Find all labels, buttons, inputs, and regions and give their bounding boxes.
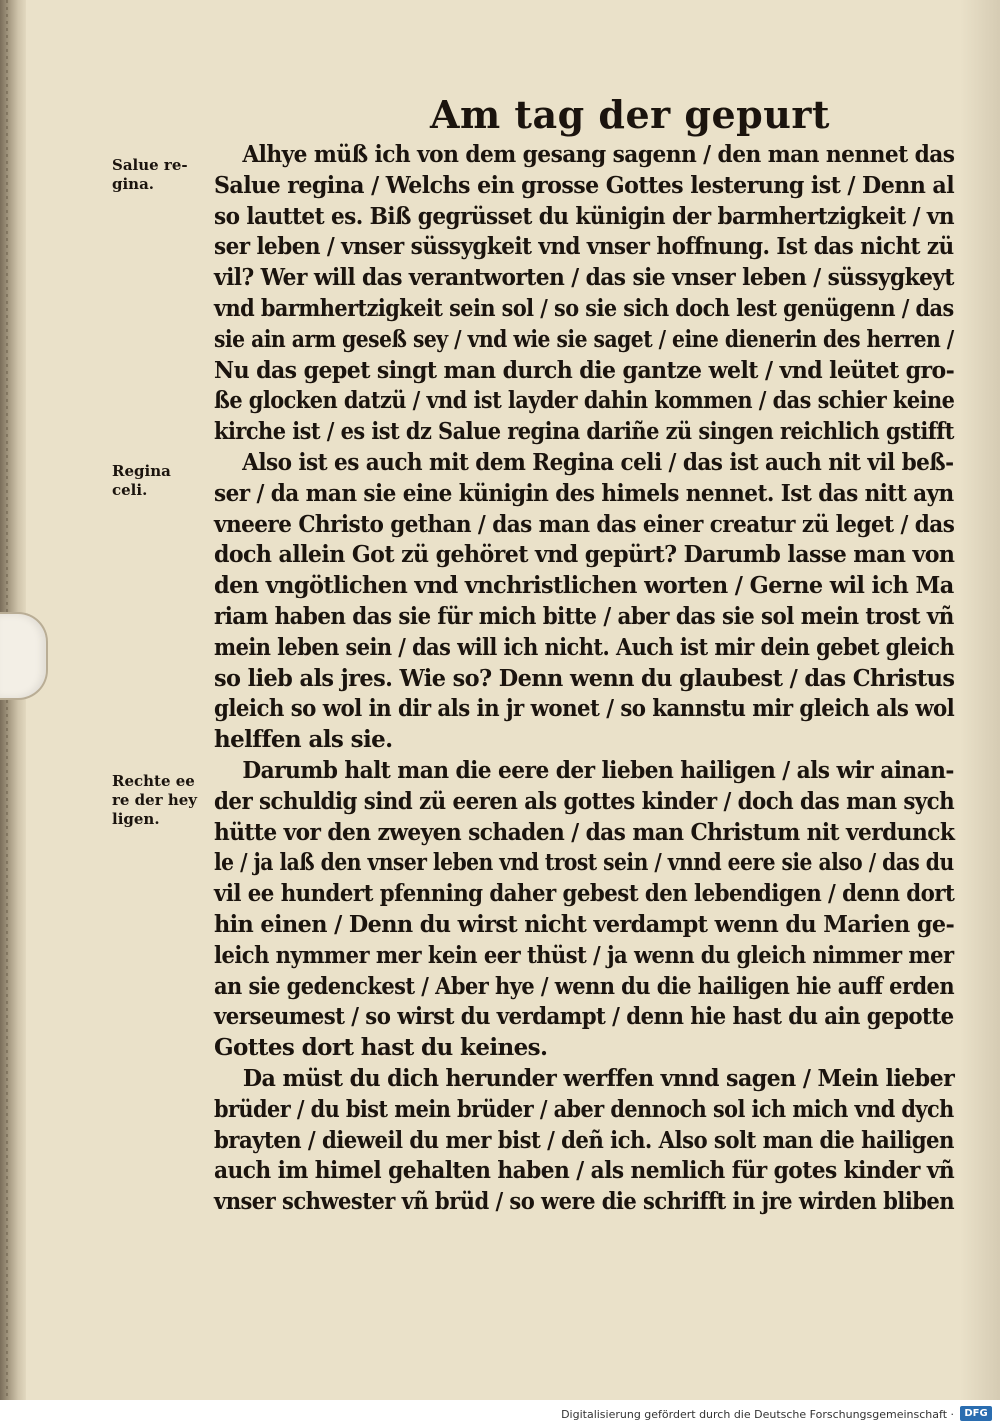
text-line: hütte vor den zweyen schaden / das man Christum nit verdunck <box>214 818 955 846</box>
body-text <box>214 140 954 1218</box>
marginal-line: gina. <box>112 175 155 193</box>
text-line: auch im himel gehalten haben / als nemlich für gotes kinder vñ <box>214 1157 955 1185</box>
text-line: den vngötlichen vnd vnchristlichen worten / Gerne wil ich Ma <box>214 572 954 600</box>
marginal-line: re der hey <box>112 791 197 809</box>
footer-bar <box>0 1400 1000 1428</box>
marginal-note-salve-regina <box>112 156 208 194</box>
marginal-line: celi. <box>112 481 148 499</box>
marginal-line: Salue re- <box>112 156 188 174</box>
text-line: verseumest / so wirst du verdampt / denn hie hast du ain gepotte <box>214 1003 954 1031</box>
text-line: Nu das gepet singt man durch die gantze welt / vnd leütet gro- <box>214 356 955 384</box>
marginal-line: Rechte ee <box>112 772 195 790</box>
running-header: Am tag der gepurt <box>430 92 830 137</box>
text-line: Also ist es auch mit dem Regina celi / das ist auch nit vil beß- <box>242 448 954 476</box>
text-line: doch allein Got zü gehöret vnd gepürt? Darumb lasse man von <box>214 541 955 569</box>
text-line: ße glocken datzü / vnd ist layder dahin kommen / das schier keine <box>214 387 955 415</box>
marginal-note-regina-celi <box>112 462 208 500</box>
text-line: der schuldig sind zü eeren als gottes kinder / doch das man sych <box>214 787 955 815</box>
text-line: so lauttet es. Biß gegrüsset du künigin der barmhertzigkeit / vn <box>214 202 954 230</box>
marginal-line: Regina <box>112 462 171 480</box>
text-line: brayten / dieweil du mer bist / deñ ich. Also solt man die hailigen <box>214 1126 954 1154</box>
text-line: vil ee hundert pfenning daher gebest den lebendigen / denn dort <box>214 880 955 908</box>
text-line: ser / da man sie eine künigin des himels nennet. Ist das nitt ayn <box>214 479 954 507</box>
text-line: hin einen / Denn du wirst nicht verdampt wenn du Marien ge- <box>214 910 955 938</box>
text-line: le / ja laß den vnser leben vnd trost sein / vnnd eere sie also / das du <box>214 849 954 877</box>
text-line: kirche ist / es ist dz Salue regina dariñe zü singen reichlich gstifft <box>214 418 954 446</box>
text-line: leich nymmer mer kein eer thüst / ja wenn du gleich nimmer mer <box>214 941 954 969</box>
text-line: ser leben / vnser süssygkeit vnd vnser hoffnung. Ist das nicht zü <box>214 233 954 261</box>
page-shadow <box>960 0 1000 1400</box>
text-line: Darumb halt man die eere der lieben hailigen / als wir ainan- <box>242 756 954 784</box>
text-line: helffen als sie. <box>214 726 393 754</box>
dfg-logo: DFG <box>960 1406 992 1421</box>
marginal-note-rechte-eere <box>112 772 208 829</box>
text-line: Salue regina / Welchs ein grosse Gottes lesterung ist / Denn al <box>214 171 955 199</box>
text-line: so lieb als jres. Wie so? Denn wenn du glaubest / das Christus <box>214 664 955 692</box>
text-line: vil? Wer will das verantworten / das sie vnser leben / süssygkeyt <box>214 264 954 292</box>
text-line: an sie gedenckest / Aber hye / wenn du die hailigen hie auff erden <box>214 972 955 1000</box>
text-line: vnser schwester vñ brüd / so were die schrifft in jre wirden bliben <box>214 1188 955 1216</box>
page-tab-marker <box>0 612 48 700</box>
text-line: sie ain arm geseß sey / vnd wie sie saget / eine dienerin des herren / <box>214 325 954 353</box>
text-line: mein leben sein / das will ich nicht. Auch ist mir dein gebet gleich <box>214 633 955 661</box>
text-line: riam haben das sie für mich bitte / aber das sie sol mein trost vñ <box>214 602 954 630</box>
text-line: vnd barmhertzigkeit sein sol / so sie sich doch lest genügenn / das <box>214 294 954 322</box>
text-line: gleich so wol in dir als in jr wonet / so kannstu mir gleich als wol <box>214 695 955 723</box>
text-line: Da müst du dich herunder werffen vnnd sagen / Mein lieber <box>242 1064 955 1092</box>
marginal-line: ligen. <box>112 810 160 828</box>
text-line: brüder / du bist mein brüder / aber dennoch sol ich mich vnd dych <box>214 1095 954 1123</box>
text-line: Gottes dort hast du keines. <box>214 1034 548 1062</box>
text-line: Alhye müß ich von dem gesang sagenn / den man nennet das <box>242 141 955 168</box>
funding-credit: Digitalisierung gefördert durch die Deutsche Forschungsgemeinschaft · <box>561 1408 954 1421</box>
text-line: vneere Christo gethan / das man das einer creatur zü leget / das <box>214 510 955 538</box>
book-edge <box>0 0 26 1400</box>
